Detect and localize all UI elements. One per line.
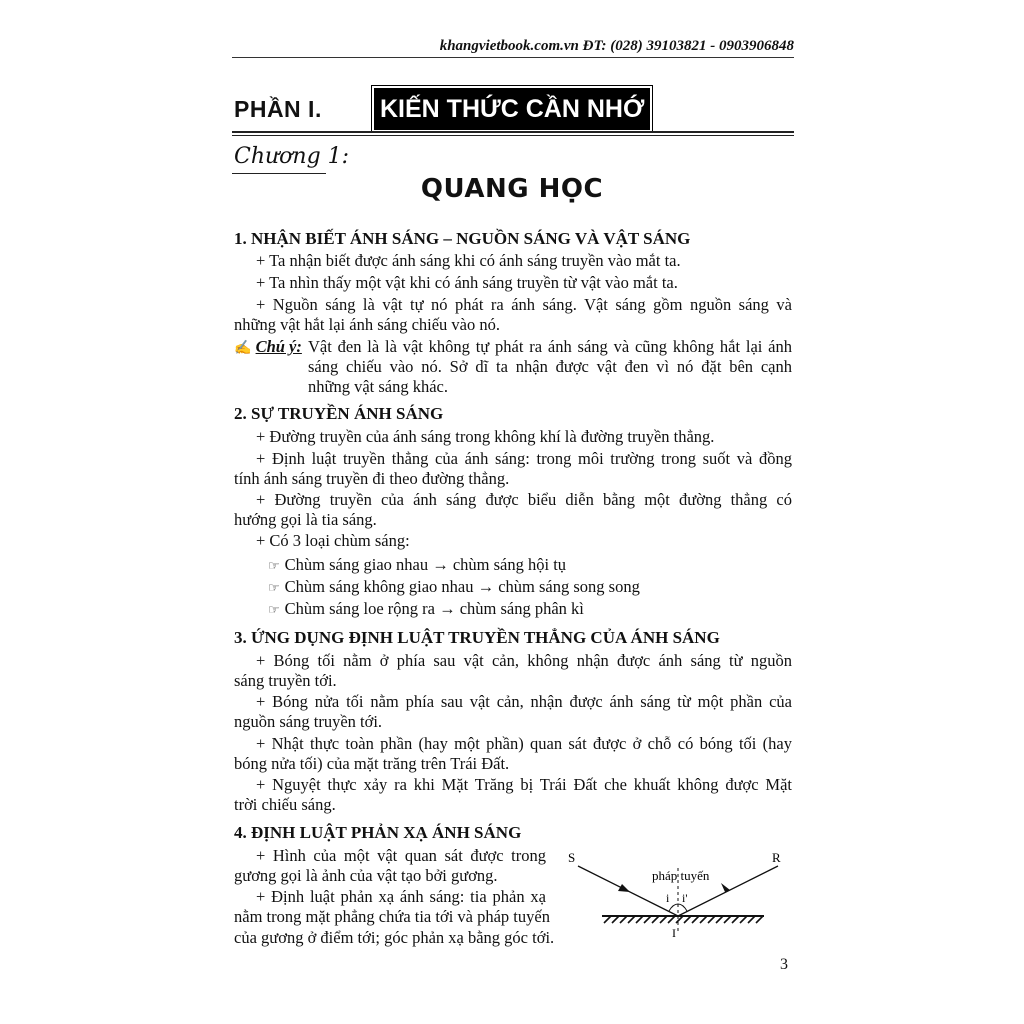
s4-line-1b: gương gọi là ảnh của vật tạo bởi gương.: [234, 866, 498, 885]
part-rule-thick: [232, 131, 794, 133]
s3-line-3b: bóng nửa tối) của mặt trăng trên Trái Đất.: [234, 754, 510, 773]
label-r: R: [772, 850, 781, 865]
s2-line-2a: + Định luật truyền thẳng của ánh sáng: trong môi trường trong suốt và đồng: [256, 449, 792, 468]
pointing-hand-icon: ☞: [268, 558, 280, 573]
section-4-heading: 4. ĐỊNH LUẬT PHẢN XẠ ÁNH SÁNG: [234, 823, 522, 842]
label-normal: pháp tuyến: [652, 868, 710, 883]
label-s: S: [568, 850, 576, 865]
note-line-a: Vật đen là là vật không tự phát ra ánh sáng và cũng không hắt lại ánh: [308, 337, 792, 356]
s3-line-1b: sáng truyền tới.: [234, 671, 337, 690]
section-2-heading: 2. SỰ TRUYỀN ÁNH SÁNG: [234, 404, 444, 423]
reflection-diagram: [566, 846, 794, 942]
part-title-box: KIẾN THỨC CẦN NHỚ: [374, 88, 650, 130]
part-rule-thin: [232, 135, 794, 136]
s3-line-2a: + Bóng nửa tối nằm phía sau vật cản, nhận được ánh sáng từ một phần của: [256, 692, 792, 711]
note-prefix: [234, 337, 302, 359]
s2-bullet-2: [268, 577, 640, 598]
s2-bullet-3: [268, 599, 584, 620]
label-point-i: I: [672, 926, 676, 940]
section-3-heading: 3. ỨNG DỤNG ĐỊNH LUẬT TRUYỀN THẲNG CỦA ÁNH SÁNG: [234, 628, 720, 647]
s2-line-4: + Có 3 loại chùm sáng:: [256, 531, 410, 550]
s2-bullet-1: [268, 555, 566, 576]
note-label: Chú ý:: [255, 337, 302, 356]
s3-line-2b: nguồn sáng truyền tới.: [234, 712, 383, 731]
part-heading: [232, 88, 794, 132]
s1-line-1: + Ta nhận biết được ánh sáng khi có ánh sáng truyền vào mắt ta.: [256, 251, 681, 270]
note-line-b: sáng chiếu vào nó. Sở dĩ ta nhận được vật đen vì nó đặt bên cạnh: [308, 357, 792, 376]
s3-line-4a: + Nguyệt thực xảy ra khi Mặt Trăng bị Trái Đất che khuất không được Mặt: [256, 775, 792, 794]
s2-line-2b: tính ánh sáng truyền đi theo đường thẳng.: [234, 469, 510, 488]
s1-line-3b: những vật hắt lại ánh sáng chiếu vào nó.: [234, 315, 500, 334]
bullet-text: Chùm sáng giao nhau → chùm sáng hội tụ: [284, 555, 567, 574]
s4-line-2b: nằm trong mặt phẳng chứa tia tới và pháp tuyến: [234, 907, 550, 926]
note-line-c: những vật sáng khác.: [308, 377, 448, 396]
pointing-hand-icon: ☞: [268, 602, 280, 617]
label-i: i: [666, 891, 670, 905]
s3-line-4b: trời chiếu sáng.: [234, 795, 336, 814]
angle-arc-i-prime: [678, 904, 687, 911]
mirror-hatching: [604, 916, 763, 923]
s2-line-3b: hướng gọi là tia sáng.: [234, 510, 377, 529]
s1-line-3a: + Nguồn sáng là vật tự nó phát ra ánh sáng. Vật sáng gồm nguồn sáng và: [256, 295, 792, 314]
bullet-text: Chùm sáng không giao nhau → chùm sáng song song: [284, 577, 640, 596]
incident-arrow-icon: [618, 884, 630, 892]
page-header: khangvietbook.com.vn ĐT: (028) 39103821 - 0903906848: [439, 38, 794, 54]
s3-line-1a: + Bóng tối nằm ở phía sau vật cản, không nhận được ánh sáng từ nguồn: [256, 651, 792, 670]
angle-arc-i: [669, 904, 678, 911]
header-rule: [232, 57, 794, 58]
pencil-icon: ✍: [234, 341, 252, 356]
s2-line-3a: + Đường truyền của ánh sáng được biểu diễn bằng một đường thẳng có: [256, 490, 792, 509]
part-label: PHẦN I.: [234, 96, 322, 122]
document-page: [232, 0, 796, 1024]
main-title: QUANG HỌC: [420, 174, 604, 204]
section-1-heading: 1. NHẬN BIẾT ÁNH SÁNG – NGUỒN SÁNG VÀ VẬT SÁNG: [234, 229, 691, 248]
bullet-text: Chùm sáng loe rộng ra → chùm sáng phân kì: [284, 599, 584, 618]
s4-line-2c: của gương ở điểm tới; góc phản xạ bằng góc tới.: [234, 928, 555, 947]
pointing-hand-icon: ☞: [268, 580, 280, 595]
label-i-prime: i': [682, 891, 688, 905]
s4-line-2a: + Định luật phản xạ ánh sáng: tia phản xạ: [256, 887, 546, 906]
s1-line-2: + Ta nhìn thấy một vật khi có ánh sáng truyền từ vật vào mắt ta.: [256, 273, 678, 292]
chapter-label: Chương 1:: [234, 144, 350, 169]
s2-line-1: + Đường truyền của ánh sáng trong không khí là đường truyền thẳng.: [256, 427, 715, 446]
s3-line-3a: + Nhật thực toàn phần (hay một phần) quan sát được ở chỗ có bóng tối (hay: [256, 734, 792, 753]
page-number: 3: [780, 956, 788, 973]
s4-line-1a: + Hình của một vật quan sát được trong: [256, 846, 546, 865]
